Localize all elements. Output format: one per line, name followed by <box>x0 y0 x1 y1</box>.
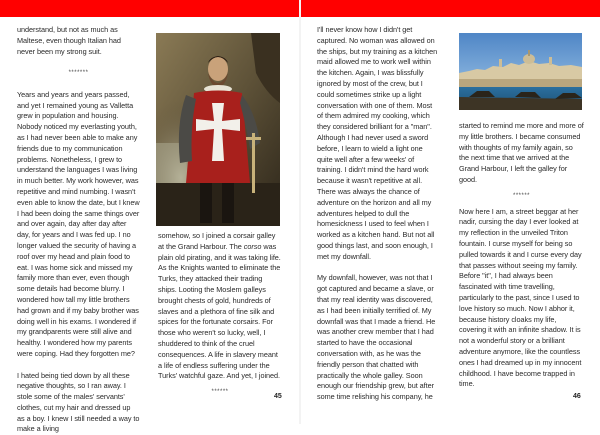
harbour-photo-image <box>459 33 582 110</box>
paragraph: started to remind me more and more of my little brothers. I became consumed with thoughts of my family again, so the next time that we arrived at the Grand Harbour, I left the galley for good. <box>459 121 584 186</box>
paragraph: I'll never know how I didn't get captured. No woman was allowed on the ships, but my training as a kitchen maid allowed me to work well within the kitchen. Again, I was blissfully ignored by most of the crew, but I could sometimes strike up a light conversation with one of them. Most of them admired my cooking, which they considered brilliant for a "man". Although I had never used a sword before, I learn to wield a light one quite well after a few weeks' of training. I didn't mind the hard work because it wasn't repetitive at all. There was always the chance of adventure on the horizon and all my adventures helped to dull the homesickness I used to feel when I worked as a kitchen hand. But not all good things last, and soon enough, I met my downfall. <box>317 25 439 263</box>
harbour-photo-illustration <box>459 33 582 110</box>
left-page-column-1 <box>17 25 140 435</box>
page-number-right: 46 <box>573 393 581 400</box>
knight-portrait-illustration <box>156 33 280 226</box>
paragraph: Now here I am, a street beggar at her nadir, cursing the day I ever looked at my reflection in the unveiled Triton fountain. I curse myself for being so pulled towards it and I curse every day that passes without seeing my family. Before "it", I had always been fascinated with time travelling, particularly to the past, since I used to love history so much. Now I abhor it, because history cloaks my life, covering it with an infinite shadow. It is not a wonderful story or a brilliant adventure anymore, like the countless ones I had dreamed up in my innocent childhood. I have become trapped in time. <box>459 207 584 391</box>
right-page-column-1 <box>317 25 439 403</box>
left-page-column-2 <box>158 231 282 398</box>
paragraph: Years and years and years passed, and yet I remained young as Valletta grew in population and housing. Nobody noticed my everlasting youth, as I had never been able to make any friends due to my communication problems. Nonetheless, I grew to understand the languages I was living in much better. My work however, was repetitive and mind numbing. I wasn't even able to know the date, but I knew I had been doing the same things over and over again, day after day after day, for years and I was fed up. I no longer valued the security of having a roof over my head and plain food to eat. I was home sick and missed my family more than ever, even though some details had become blurry. I wondered how tall my little brothers had grown and if my baby brother was doing well in his exams. I wondered if my grandparents were still alive and healthy. I wondered how my parents were coping. Had they forgotten me? <box>17 90 140 360</box>
top-bar-right <box>301 0 600 17</box>
paragraph: understand, but not as much as Maltese, even though Italian had never been my strong suit. <box>17 25 140 57</box>
section-separator: ******* <box>17 68 140 79</box>
knight-portrait-image <box>156 33 280 226</box>
section-separator: ****** <box>158 387 282 398</box>
paragraph <box>158 231 282 382</box>
paragraph: My downfall, however, was not that I got captured and became a slave, or that my real identity was discovered, as I had been initially terrified of. My downfall was that I made a friend. He was another crew member that I had started to have the occasional conversation with, as he was the friendly person that chatted with practically the whole galley. Soon enough our friendship grew, but after some time relishing his company, he <box>317 273 439 403</box>
page-spine <box>299 0 301 424</box>
page-number-left: 45 <box>274 393 282 400</box>
text-span: somehow, so I joined a corsair galley at the Grand Harbour. The <box>158 231 275 251</box>
right-page-column-2 <box>459 121 584 390</box>
text-span: was plain old pirating, and it was taking life. As the Knights wanted to eliminate the Turks, they attacked their trading ships. Looting the Moslem galleys brought chests of gold, hundreds of slaves and a plethora of fine silk and spices for the fortunate corsairs. For those who weren't so lucky, well, I shuddered to think of the cruel consequences. A life in slavery meant a life of endless suffering under the Turks' watchful gaze. And yet, I joined. <box>158 242 281 381</box>
top-bar-left <box>0 0 299 17</box>
paragraph: I hated being tied down by all these negative thoughts, so I ran away. I stole some of the males' servants' clothes, cut my hair and dressed up as a boy. I knew I still needed a way to make a living <box>17 371 140 435</box>
italic-text: corso <box>244 242 262 251</box>
section-separator: ****** <box>459 191 584 202</box>
